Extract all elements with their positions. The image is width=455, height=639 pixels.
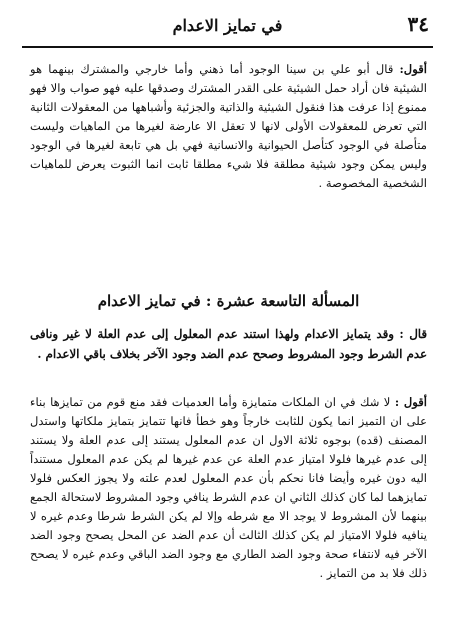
- paragraph-text: لا شك في ان الملكات متمايزة وأما العدميات فقد منع قوم من تمايزها بناء على ان التميز انما يكون للثابت خارجاً وهو خطأ فانها تتمايز بتمايز ملكاتها واستدل المصنف (قده) بوجوه ثلاثة الاول ان عدم المعلول يستند إلى عدم العلة ولا يستند إلى عدم غيرها فلولا امتياز عدم العلة عن عدم غيرها لم يكن عدم المعلول مستنداً اليه دون غيره وأيضا فانا نحكم بأن عدم المعلول لعدم علته ولا يجوز العكس فلولا تمايزهما لما كان كذلك الثاني ان عدم الشرط ينافي وجود المشروط لاستحالة الجمع بينهما لأن المشروط لا يوجد الا مع شرطه وإلا لم يكن الشرط شرطا وعدم غيره لا ينافيه فلولا الامتياز لم يكن كذلك الثالث أن عدم الضد عن المحل يصحح وجود الضد الآخر فيه لانتفاء صحة وجود الضد الطاري مع وجود الضد الباقي وعدم غيره لا يصحح ذلك فلا بد من التمايز .: [30, 395, 427, 580]
- paragraph-text: قال أبو علي بن سينا الوجود أما ذهني وأما خارجي والمشترك بينهما هو الشيئية فان أراد حمل الشيئية على القدر المشترك وصدقها عليه فهو صواب والا فهو ممنوع إذا عرفت هذا فنقول الشيئية والذاتية والجزئية وأشباهها من المعقولات الثانية التي تعرض للمعقولات الأولى لانها لا تعقل الا عارضة لغيرها من الماهيات وليست متأصلة في الوجود كتأصل الحيوانية والانسانية فهي بل هي تابعة لغيرها في الوجود وليس يمكن وجود شيئية مطلقة فلا شيء مطلقا ثابت انما الثبوت يعرض للماهيات الشخصية المخصوصة .: [30, 62, 427, 190]
- page-number: ٣٤: [407, 12, 429, 36]
- section-title: المسألة التاسعة عشرة : في تمايز الاعدام: [97, 292, 360, 310]
- paragraph-main-text: [30, 324, 427, 364]
- paragraph-lead: أقول :: [394, 395, 427, 409]
- paragraph-text: وقد يتمايز الاعدام ولهذا استند عدم المعلول إلى عدم العلة لا غير ونافى عدم الشرط وجود المشروط وصحح عدم الضد وجود الآخر بخلاف باقي الاعدام .: [30, 327, 427, 361]
- paragraph-lead: قال :: [399, 327, 427, 341]
- running-title: في تمايز الاعدام: [172, 16, 283, 35]
- paragraph-commentary-1: [30, 60, 427, 193]
- paragraph-lead: أقول:: [399, 62, 427, 76]
- paragraph-commentary-2: [30, 393, 427, 583]
- page-header: [22, 8, 433, 48]
